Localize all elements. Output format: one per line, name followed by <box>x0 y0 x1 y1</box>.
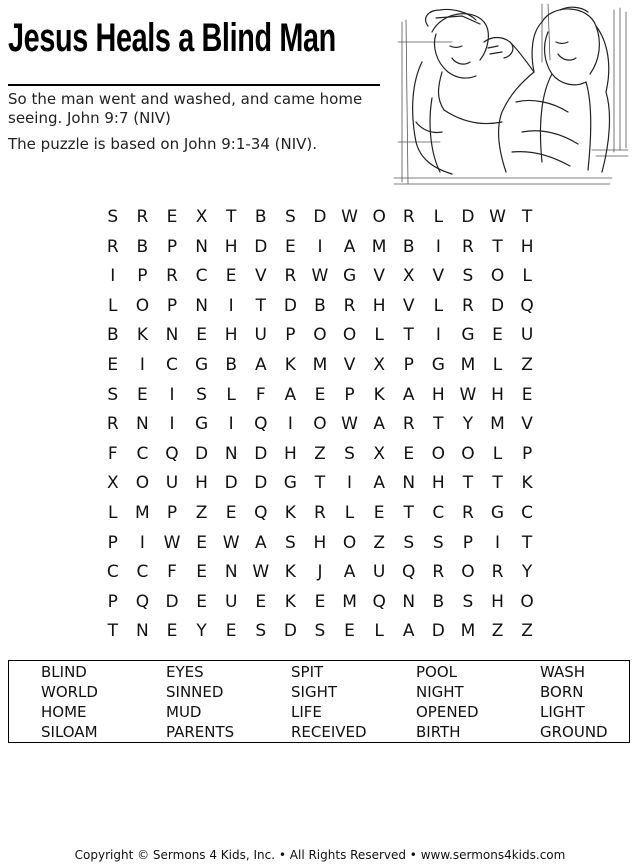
grid-letter[interactable]: S <box>344 443 355 464</box>
grid-letter[interactable]: E <box>225 621 237 642</box>
grid-letter[interactable]: V <box>521 414 533 435</box>
grid-letter[interactable]: W <box>252 562 270 583</box>
grid-letter[interactable]: Q <box>254 414 268 435</box>
grid-letter[interactable]: C <box>136 443 149 464</box>
grid-letter[interactable]: L <box>226 384 236 405</box>
grid-letter[interactable]: J <box>317 562 323 583</box>
grid-letter[interactable]: D <box>490 295 505 316</box>
grid-letter[interactable]: Q <box>254 502 268 523</box>
grid-letter[interactable]: H <box>195 473 208 494</box>
word-bank-word: HOME <box>41 703 87 721</box>
word-bank-word: NIGHT <box>416 683 464 701</box>
grid-letter[interactable]: E <box>196 562 207 583</box>
grid-letter[interactable]: V <box>432 266 445 287</box>
grid-letter[interactable]: V <box>373 266 385 287</box>
grid-letter[interactable]: R <box>462 295 474 316</box>
grid-letter[interactable]: M <box>135 502 150 523</box>
grid-letter[interactable]: G <box>342 266 357 287</box>
grid-letter[interactable]: B <box>402 236 415 257</box>
grid-letter[interactable]: X <box>195 207 208 227</box>
word-bank-row <box>9 662 629 682</box>
grid-letter[interactable]: O <box>342 325 357 346</box>
grid-letter[interactable]: E <box>225 502 237 523</box>
grid-letter[interactable]: R <box>106 414 119 435</box>
grid-letter[interactable]: L <box>522 266 532 287</box>
grid-letter[interactable]: O <box>313 414 327 435</box>
grid-letter[interactable]: A <box>254 532 267 553</box>
grid-letter[interactable]: R <box>314 502 326 523</box>
grid-letter[interactable]: Z <box>521 621 533 642</box>
grid-letter[interactable]: H <box>491 384 504 405</box>
word-bank-word: BLIND <box>41 663 87 681</box>
grid-letter[interactable]: W <box>222 532 240 553</box>
grid-row <box>98 558 542 588</box>
grid-letter[interactable]: A <box>284 384 297 405</box>
grid-letter[interactable]: L <box>374 621 384 642</box>
grid-letter[interactable]: E <box>166 621 178 642</box>
grid-letter[interactable]: K <box>284 591 296 612</box>
grid-letter[interactable]: E <box>196 591 207 612</box>
grid-letter[interactable]: A <box>254 354 267 375</box>
grid-letter[interactable]: W <box>311 266 329 287</box>
grid-letter[interactable]: K <box>284 354 296 375</box>
grid-letter[interactable]: Y <box>462 414 474 435</box>
grid-row <box>98 321 542 351</box>
grid-letter[interactable]: T <box>255 295 266 316</box>
grid-letter[interactable]: N <box>195 236 208 257</box>
grid-letter[interactable]: X <box>402 266 415 287</box>
word-bank-word: BORN <box>540 683 584 701</box>
word-bank-row <box>9 682 629 702</box>
grid-letter[interactable]: F <box>167 562 177 583</box>
grid-letter[interactable]: H <box>224 325 238 346</box>
word-bank-word: WASH <box>540 663 586 681</box>
grid-letter[interactable]: A <box>402 621 415 642</box>
grid-letter[interactable]: K <box>373 384 385 405</box>
grid-row <box>98 410 542 440</box>
grid-letter[interactable]: K <box>521 473 533 494</box>
grid-letter[interactable]: H <box>313 532 327 553</box>
grid-letter[interactable]: L <box>108 502 118 523</box>
bible-verse: So the man went and washed, and came home seeing. John 9:7 (NIV) <box>8 90 363 127</box>
grid-letter[interactable]: S <box>107 384 119 405</box>
grid-letter[interactable]: P <box>137 266 148 287</box>
grid-letter[interactable]: R <box>491 562 504 583</box>
grid-letter[interactable]: N <box>402 591 416 612</box>
grid-letter[interactable]: O <box>431 443 446 464</box>
grid-letter[interactable]: O <box>490 266 505 287</box>
grid-letter[interactable]: E <box>492 325 503 346</box>
grid-letter[interactable]: B <box>225 354 237 375</box>
word-bank-row <box>9 722 629 742</box>
grid-letter[interactable]: P <box>166 502 178 523</box>
grid-letter[interactable]: I <box>110 266 116 287</box>
grid-letter[interactable]: Z <box>373 532 385 553</box>
grid-letter[interactable]: I <box>169 384 175 405</box>
grid-letter[interactable]: M <box>460 354 476 375</box>
grid-letter[interactable]: I <box>347 473 353 494</box>
grid-letter[interactable]: R <box>136 207 149 227</box>
grid-letter[interactable]: K <box>284 562 296 583</box>
grid-letter[interactable]: T <box>403 325 414 346</box>
grid-letter[interactable]: L <box>344 502 355 523</box>
grid-row <box>98 292 542 322</box>
grid-letter[interactable]: S <box>462 266 474 287</box>
grid-letter[interactable]: E <box>284 236 296 257</box>
word-bank-word: RECEIVED <box>291 723 367 741</box>
grid-letter[interactable]: S <box>255 621 267 642</box>
word-bank-word: SPIT <box>291 663 324 681</box>
grid-letter[interactable]: S <box>284 207 296 227</box>
grid-letter[interactable]: D <box>254 443 268 464</box>
grid-letter[interactable]: E <box>225 266 237 287</box>
grid-letter[interactable]: P <box>521 443 533 464</box>
grid-letter[interactable]: H <box>283 443 297 464</box>
grid-letter[interactable]: G <box>194 414 209 435</box>
word-bank-row <box>9 702 629 722</box>
word-bank-word: SIGHT <box>291 683 338 701</box>
grid-letter[interactable]: S <box>462 591 474 612</box>
grid-letter[interactable]: V <box>402 295 415 316</box>
grid-letter[interactable]: M <box>342 591 357 612</box>
grid-letter[interactable]: P <box>462 532 474 553</box>
grid-letter[interactable]: W <box>163 532 181 553</box>
grid-letter[interactable]: C <box>106 562 119 583</box>
word-bank-word: OPENED <box>416 703 479 721</box>
grid-letter[interactable]: E <box>314 591 326 612</box>
grid-letter[interactable]: U <box>254 325 267 346</box>
grid-letter[interactable]: C <box>166 354 178 375</box>
grid-row <box>98 499 542 529</box>
grid-letter[interactable]: H <box>491 591 504 612</box>
grid-letter[interactable]: O <box>461 562 475 583</box>
grid-letter[interactable]: D <box>283 295 297 316</box>
grid-letter[interactable]: P <box>166 295 178 316</box>
grid-letter[interactable]: M <box>460 621 476 642</box>
grid-letter[interactable]: R <box>166 266 178 287</box>
grid-row <box>98 529 542 559</box>
grid-letter[interactable]: I <box>228 414 234 435</box>
grid-letter[interactable]: O <box>135 473 150 494</box>
grid-letter[interactable]: T <box>403 502 414 523</box>
grid-letter[interactable]: G <box>431 354 445 375</box>
grid-letter[interactable]: K <box>284 502 296 523</box>
grid-letter[interactable]: S <box>432 532 444 553</box>
grid-letter[interactable]: R <box>402 414 415 435</box>
grid-letter[interactable]: A <box>373 414 385 435</box>
grid-letter[interactable]: U <box>165 473 179 494</box>
grid-letter[interactable]: H <box>224 236 238 257</box>
grid-letter[interactable]: W <box>489 207 506 227</box>
grid-letter[interactable]: F <box>107 443 118 464</box>
grid-letter[interactable]: G <box>461 325 475 346</box>
grid-letter[interactable]: N <box>402 473 416 494</box>
word-bank-word: BIRTH <box>416 723 461 741</box>
word-search-grid <box>98 203 542 647</box>
word-bank-word: PARENTS <box>166 723 235 741</box>
word-bank-word: SINNED <box>166 683 224 701</box>
grid-letter[interactable]: G <box>283 473 297 494</box>
grid-letter[interactable]: I <box>287 414 293 435</box>
grid-letter[interactable]: O <box>135 295 150 316</box>
grid-letter[interactable]: I <box>495 532 501 553</box>
grid-letter[interactable]: Z <box>314 443 326 464</box>
grid-letter[interactable]: A <box>402 384 415 405</box>
grid-letter[interactable]: N <box>165 325 179 346</box>
grid-letter[interactable]: P <box>107 532 118 553</box>
grid-letter[interactable]: S <box>314 621 326 642</box>
grid-letter[interactable]: E <box>107 354 119 375</box>
grid-letter[interactable]: Z <box>521 354 533 375</box>
grid-letter[interactable]: Y <box>196 621 207 642</box>
grid-letter[interactable]: L <box>108 295 118 316</box>
grid-row <box>98 262 542 292</box>
grid-letter[interactable]: O <box>520 591 534 612</box>
grid-letter[interactable]: B <box>432 591 445 612</box>
grid-letter[interactable]: M <box>371 236 387 257</box>
grid-letter[interactable]: B <box>314 295 326 316</box>
grid-letter[interactable]: Y <box>521 562 533 583</box>
grid-letter[interactable]: D <box>165 591 179 612</box>
grid-letter[interactable]: Q <box>165 443 179 464</box>
grid-letter[interactable]: E <box>255 591 267 612</box>
grid-letter[interactable]: T <box>433 414 444 435</box>
grid-letter[interactable]: Z <box>195 502 208 523</box>
grid-letter[interactable]: L <box>492 354 503 375</box>
grid-letter[interactable]: P <box>403 354 414 375</box>
grid-letter[interactable]: I <box>228 295 234 316</box>
grid-letter[interactable]: E <box>196 325 207 346</box>
grid-letter[interactable]: L <box>433 295 444 316</box>
word-bank-word: LIFE <box>291 703 322 721</box>
grid-letter[interactable]: W <box>341 207 358 227</box>
grid-letter[interactable]: T <box>492 236 503 257</box>
grid-letter[interactable]: I <box>139 532 145 553</box>
grid-row <box>98 588 542 618</box>
grid-letter[interactable]: Q <box>372 591 386 612</box>
grid-letter[interactable]: G <box>490 502 505 523</box>
grid-row <box>98 440 542 470</box>
grid-letter[interactable]: R <box>462 236 474 257</box>
grid-letter[interactable]: T <box>314 473 326 494</box>
grid-letter[interactable]: V <box>343 354 356 375</box>
grid-letter[interactable]: H <box>372 295 386 316</box>
puzzle-note: The puzzle is based on John 9:1-34 (NIV). <box>8 135 318 153</box>
grid-row <box>98 351 542 381</box>
grid-letter[interactable]: L <box>374 325 384 346</box>
grid-letter[interactable]: V <box>254 266 267 287</box>
grid-letter[interactable]: R <box>462 502 474 523</box>
grid-letter[interactable]: N <box>136 414 149 435</box>
grid-letter[interactable]: X <box>106 473 119 494</box>
grid-letter[interactable]: D <box>461 207 475 227</box>
grid-letter[interactable]: S <box>403 532 415 553</box>
grid-letter[interactable]: D <box>313 207 327 227</box>
grid-letter[interactable]: N <box>195 295 208 316</box>
grid-letter[interactable]: Q <box>520 295 534 316</box>
grid-letter[interactable]: P <box>285 325 296 346</box>
grid-letter[interactable]: N <box>136 621 149 642</box>
grid-letter[interactable]: M <box>490 414 505 435</box>
grid-letter[interactable]: P <box>344 384 355 405</box>
word-bank-word: MUD <box>166 703 202 721</box>
grid-letter[interactable]: I <box>435 325 441 346</box>
grid-row <box>98 381 542 411</box>
word-bank-word: POOL <box>416 663 458 681</box>
grid-row <box>98 233 542 263</box>
grid-letter[interactable]: H <box>520 236 534 257</box>
grid-letter[interactable]: L <box>433 207 444 227</box>
grid-letter[interactable]: D <box>283 621 297 642</box>
title-divider <box>8 84 380 86</box>
grid-letter[interactable]: B <box>254 207 267 227</box>
grid-letter[interactable]: R <box>402 207 415 227</box>
grid-letter[interactable]: I <box>317 236 323 257</box>
grid-letter[interactable]: Q <box>135 591 150 612</box>
grid-letter[interactable]: B <box>106 325 119 346</box>
grid-letter[interactable]: U <box>224 591 238 612</box>
grid-letter[interactable]: N <box>224 562 238 583</box>
grid-letter[interactable]: D <box>195 443 209 464</box>
grid-letter[interactable]: M <box>312 354 328 375</box>
grid-letter[interactable]: A <box>343 236 356 257</box>
grid-letter[interactable]: T <box>521 207 533 227</box>
grid-letter[interactable]: C <box>195 266 208 287</box>
grid-letter[interactable]: R <box>106 236 119 257</box>
grid-letter[interactable]: I <box>169 414 175 435</box>
grid-letter[interactable]: O <box>372 207 386 227</box>
grid-letter[interactable]: D <box>254 236 268 257</box>
grid-letter[interactable]: F <box>255 384 266 405</box>
grid-letter[interactable]: I <box>435 236 441 257</box>
grid-letter[interactable]: B <box>136 236 149 257</box>
grid-letter[interactable]: E <box>137 384 148 405</box>
copyright-footer: Copyright © Sermons 4 Kids, Inc. • All Rights Reserved • www.sermons4kids.com <box>74 848 566 862</box>
grid-letter[interactable]: P <box>107 591 118 612</box>
grid-row <box>98 469 542 499</box>
grid-letter[interactable]: L <box>492 443 503 464</box>
grid-letter[interactable]: S <box>107 207 119 227</box>
grid-letter[interactable]: T <box>462 473 474 494</box>
grid-letter[interactable]: E <box>373 502 385 523</box>
grid-letter[interactable]: O <box>461 443 475 464</box>
grid-letter[interactable]: C <box>432 502 445 523</box>
word-bank-word: EYES <box>166 663 204 681</box>
grid-letter[interactable]: R <box>284 266 297 287</box>
grid-letter[interactable]: R <box>432 562 445 583</box>
grid-letter[interactable]: U <box>372 562 386 583</box>
grid-letter[interactable]: E <box>314 384 326 405</box>
grid-letter[interactable]: T <box>492 473 503 494</box>
grid-letter[interactable]: E <box>166 207 178 227</box>
grid-letter[interactable]: O <box>342 532 357 553</box>
word-bank <box>8 660 630 743</box>
grid-letter[interactable]: D <box>224 473 238 494</box>
grid-letter[interactable]: R <box>343 295 356 316</box>
grid-letter[interactable]: U <box>520 325 534 346</box>
grid-row <box>98 617 542 647</box>
grid-letter[interactable]: E <box>521 384 533 405</box>
grid-letter[interactable]: H <box>431 473 445 494</box>
word-bank-word: WORLD <box>41 683 98 701</box>
grid-letter[interactable]: Z <box>491 621 504 642</box>
grid-letter[interactable]: O <box>313 325 327 346</box>
grid-letter[interactable]: A <box>373 473 385 494</box>
grid-letter[interactable]: X <box>373 443 385 464</box>
grid-letter[interactable]: D <box>254 473 268 494</box>
grid-letter[interactable]: S <box>284 532 296 553</box>
grid-letter[interactable]: T <box>225 207 237 227</box>
jesus-healing-illustration <box>392 2 630 194</box>
grid-letter[interactable]: N <box>224 443 238 464</box>
grid-letter[interactable]: D <box>431 621 445 642</box>
word-bank-word: LIGHT <box>540 703 585 721</box>
grid-letter[interactable]: W <box>341 414 358 435</box>
grid-letter[interactable]: K <box>136 325 148 346</box>
grid-letter[interactable]: G <box>194 354 209 375</box>
grid-letter[interactable]: H <box>431 384 445 405</box>
grid-letter[interactable]: W <box>459 384 477 405</box>
grid-letter[interactable]: T <box>521 532 533 553</box>
grid-letter[interactable]: X <box>373 354 385 375</box>
grid-letter[interactable]: C <box>136 562 149 583</box>
grid-letter[interactable]: I <box>139 354 145 375</box>
page-title: Jesus Heals a Blind Man <box>8 16 336 60</box>
word-bank-word: GROUND <box>540 723 608 741</box>
grid-letter[interactable]: T <box>107 621 118 642</box>
grid-letter[interactable]: C <box>521 502 534 523</box>
word-bank-word: SILOAM <box>41 723 98 741</box>
grid-letter[interactable]: A <box>343 562 356 583</box>
grid-letter[interactable]: Q <box>402 562 416 583</box>
grid-letter[interactable]: E <box>196 532 207 553</box>
grid-letter[interactable]: P <box>166 236 178 257</box>
grid-letter[interactable]: S <box>196 384 207 405</box>
grid-letter[interactable]: E <box>403 443 415 464</box>
grid-row <box>98 203 542 233</box>
grid-letter[interactable]: E <box>344 621 355 642</box>
